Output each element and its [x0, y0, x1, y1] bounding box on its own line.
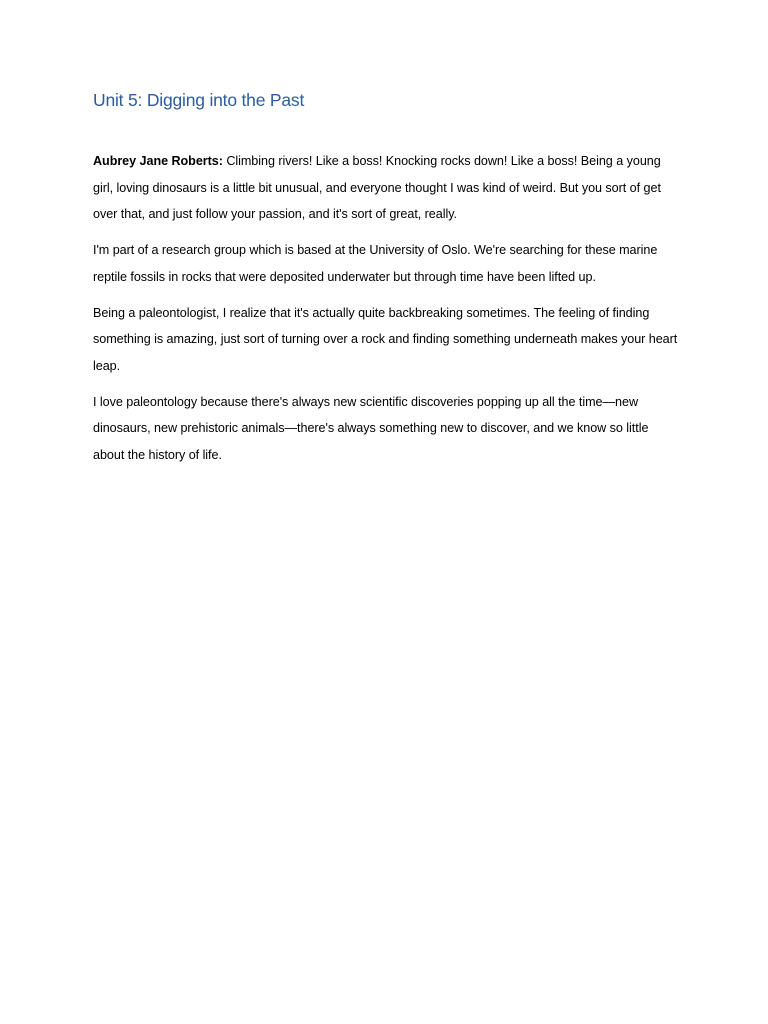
document-body [93, 86, 683, 478]
speaker-name: Aubrey Jane Roberts: [93, 154, 223, 168]
paragraph-3: Being a paleontologist, I realize that it's actually quite backbreaking sometimes. The feeling of finding something is amazing, just sort of turning over a rock and finding something underneath makes your heart leap. [93, 305, 678, 373]
paragraph-1-text: Climbing rivers! Like a boss! Knocking rocks down! Like a boss! Being a young girl, loving dinosaurs is a little bit unusual, and everyone thought I was kind of weird. But you sort of get over that, and just follow your passion, and it's sort of great, really. [93, 154, 661, 222]
unit-title: Unit 5: Digging into the Past [93, 90, 305, 110]
paragraph-1 [93, 148, 683, 228]
paragraph-2: I'm part of a research group which is based at the University of Oslo. We're searching for these marine reptile fossils in rocks that were deposited underwater but through time have been lifted up. [93, 243, 658, 284]
paragraph-4: I love paleontology because there's always new scientific discoveries popping up all the time—new dinosaurs, new prehistoric animals—there's always something new to discover, and we know so little about the history of life. [93, 394, 649, 463]
